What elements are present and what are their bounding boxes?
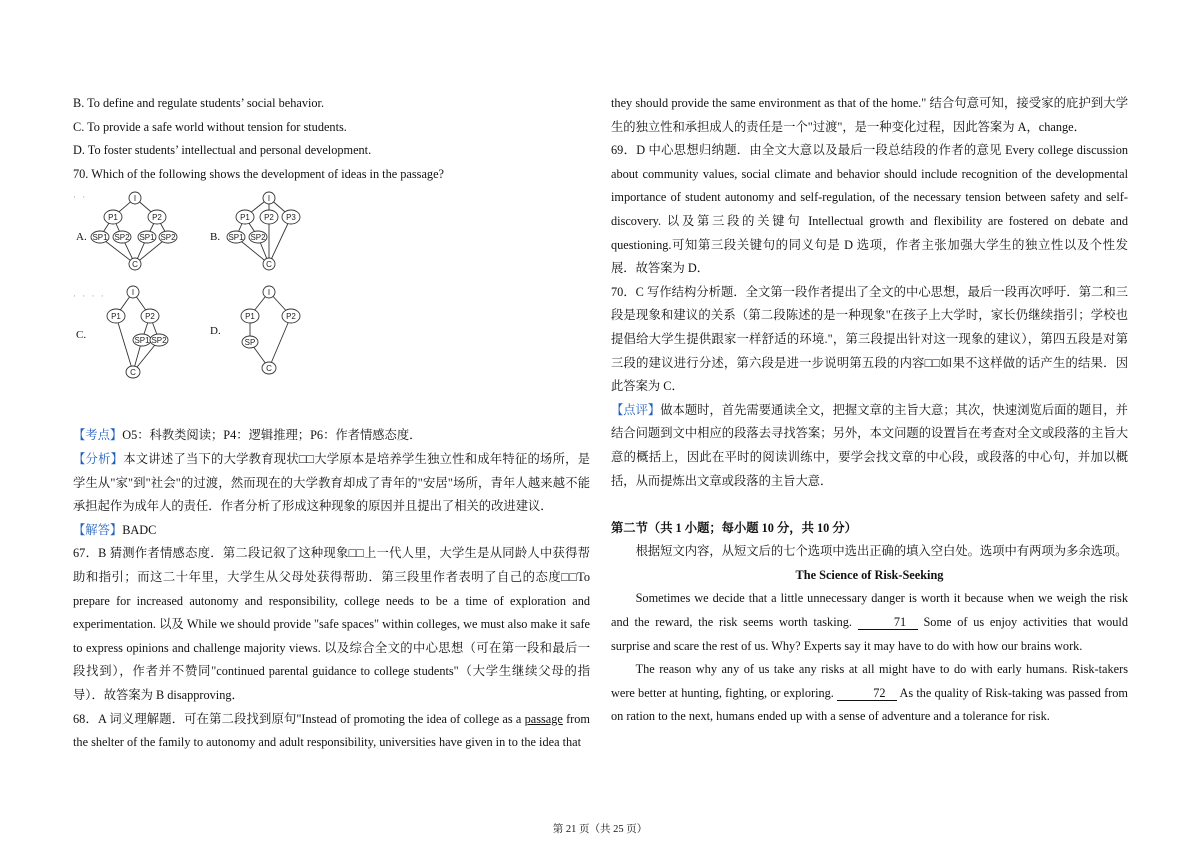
diagram-a bbox=[89, 190, 193, 276]
blank-72: 72 bbox=[837, 686, 897, 701]
fenxi: 【分析】本文讲述了当下的大学教育现状□□大学原本是培养学生独立性和成年特征的场所，是学生从"家"到"社会"的过渡，然而现在的大学教育却成了青年的"安居"场所，青年人越来越不能承担起作为成年人的责任．作者分析了形成这种现象的原因并且提出了相关的改进建议． bbox=[73, 451, 590, 514]
jieda-tag: 【解答】 bbox=[73, 522, 123, 537]
page-footer: 第 21 页（共 25 页） bbox=[552, 824, 648, 835]
diagram-d-label: D. bbox=[210, 325, 221, 338]
blank-71: 71 bbox=[858, 615, 918, 630]
svg-text:SP2: SP2 bbox=[151, 336, 167, 346]
diagram-b-label: B. bbox=[210, 231, 221, 244]
option-b: B. To define and regulate students’ social behavior. bbox=[73, 96, 325, 110]
diagram-c bbox=[101, 284, 181, 384]
question-70: 70. Which of the following shows the development of ideas in the passage? bbox=[73, 166, 444, 181]
answer-67: 67．B 猜测作者情感态度．第二段记叙了这种现象□□上一代人里，大学生是从同龄人中获得帮助和指引；而这二十年里，大学生从父母处获得帮助．第三段里作者表明了自己的态度□□To prepare for increased autonomy and responsibility, college needs to be a time of exploration and experimentation. 以及 While we should provide "safe spaces" within colleges, we must also make it safe to express opinions and challenge majority views. 以及综合全文的中心思想（可在第一段和最后一段找到），作者并不赞同"continued parental guidance to college students"（大学生继续父母的指导）．故答案为 B disapproving． bbox=[73, 546, 590, 702]
diagram-d bbox=[233, 284, 313, 380]
right-column bbox=[611, 92, 1128, 729]
option-d: D. To foster students’ intellectual and personal development. bbox=[73, 143, 372, 158]
passage-paragraph-1: Sometimes we decide that a little unnecessary danger is worth it because when we weigh the risk and the reward, the risk seems worth tasking. 71 Some of us enjoy activities that would surprise and scare the rest of us. Why? Experts say it may have to do with how our brains work. bbox=[611, 591, 1128, 653]
svg-text:P1: P1 bbox=[108, 213, 118, 223]
svg-text:SP2: SP2 bbox=[160, 233, 176, 243]
svg-text:I: I bbox=[267, 288, 271, 298]
svg-text:SP1: SP1 bbox=[92, 233, 108, 243]
diagram-a-label: A. bbox=[76, 231, 87, 244]
svg-text:SP1: SP1 bbox=[134, 336, 150, 346]
fenxi-tag: 【分析】 bbox=[73, 451, 124, 466]
svg-text:SP1: SP1 bbox=[228, 233, 244, 243]
svg-text:P2: P2 bbox=[145, 312, 155, 322]
svg-text:P1: P1 bbox=[245, 312, 255, 322]
svg-text:P1: P1 bbox=[111, 312, 121, 322]
svg-text:SP1: SP1 bbox=[139, 233, 155, 243]
diagram-options: · · A. I P1 P2 SP1 SP2 SP1 SP2 C B. I P1 P2 P3 SP1 SP2 C · · · · C. I P1 P2 SP1 SP2 C D. I P1 P2 SP C bbox=[73, 188, 590, 424]
svg-text:I: I bbox=[131, 288, 135, 298]
instructions: 根据短文内容，从短文后的七个选项中选出正确的填入空白处。选项中有两项为多余选项。 bbox=[635, 544, 1128, 559]
svg-text:SP2: SP2 bbox=[250, 233, 266, 243]
dianping: 【点评】做本题时，首先需要通读全文，把握文章的主旨大意；其次，快速浏览后面的题目，并结合问题到文中相应的段落去寻找答案；另外，本文问题的设置旨在考查对全文或段落的主旨大意的概括上，因此在平时的阅读训练中，要学会找文章的中心段，或段落的中心句，并加以概括，从而提炼出文章或段落的主旨大意． bbox=[611, 402, 1128, 488]
svg-text:C: C bbox=[266, 260, 272, 270]
passage-paragraph-2: The reason why any of us take any risks at all might have to do with early humans. Risk-takers were better at hunting, fighting, or exploring. 72 As the quality of Risk-taking was passed from on ration to the next, humans ended up with a sense of adventure and a tolerance for risk. bbox=[611, 662, 1128, 724]
section-title: 第二节（共 1 小题；每小题 10 分，共 10 分） bbox=[611, 520, 857, 535]
option-c: C. To provide a safe world without tension for students. bbox=[73, 119, 347, 134]
answer-68: 68．A 词义理解题．可在第二段找到原句"Instead of promoting the idea of college as a passage from the shelter of the family to autonomy and adult responsibility, universities have given in to the idea that bbox=[73, 711, 590, 750]
dianping-tag: 【点评】 bbox=[611, 402, 661, 417]
svg-text:P2: P2 bbox=[152, 213, 162, 223]
svg-text:C: C bbox=[132, 260, 138, 270]
svg-text:P1: P1 bbox=[240, 213, 250, 223]
svg-text:C: C bbox=[266, 364, 272, 374]
jieda: 【解答】BADC bbox=[73, 522, 157, 537]
diagram-c-label: C. bbox=[76, 329, 87, 342]
passage-title: The Science of Risk-Seeking bbox=[795, 567, 944, 582]
kaodian-tag: 【考点】 bbox=[73, 428, 123, 443]
answer-70: 70．C 写作结构分析题．全文第一段作者提出了全文的中心思想，最后一段再次呼吁．第二和三段是现象和建议的关系（第二段陈述的是一种现象"在孩子上大学时，家长仍继续指引；学校也提倡给大学生提供跟家一样舒适的环境."，第三段提出针对这一现象的建议），第四五段是对第三段的建议进行分述，第六段是进一步说明第五段的内容□□如果不这样做的话产生的结果．因此答案为 C． bbox=[611, 284, 1128, 394]
answer-68-cont: they should provide the same environment as that of the home." 结合句意可知，接受家的庇护到大学生的独立性和承担成人的责任是一个"过渡"，是一种变化过程，因此答案为 A，change． bbox=[611, 96, 1128, 134]
svg-text:SP: SP bbox=[244, 338, 256, 348]
svg-text:SP2: SP2 bbox=[114, 233, 130, 243]
kaodian: 【考点】O5：科教类阅读；P4：逻辑推理；P6：作者情感态度． bbox=[73, 428, 422, 443]
diagram-b bbox=[225, 190, 305, 276]
svg-text:P3: P3 bbox=[286, 213, 296, 223]
svg-text:I: I bbox=[133, 194, 137, 204]
answer-69: 69．D 中心思想归纳题．由全文大意以及最后一段总结段的作者的意见 Every college discussion about community values, social climate and behavior should include recognition of the developmental importance of student autonomy and self-regulation, of the necessary tension between safety and self-discovery. 以及第三段的关键句 Intellectual growth and flexibility are fostered on debate and questioning.可知第三段关键句的同义句是 D 选项，作者主张加强大学生的独立性以及个性发展．故答案为 D． bbox=[611, 143, 1128, 276]
svg-text:P2: P2 bbox=[264, 213, 274, 223]
svg-text:P2: P2 bbox=[286, 312, 296, 322]
left-column bbox=[73, 92, 590, 755]
svg-text:I: I bbox=[267, 194, 271, 204]
svg-text:C: C bbox=[130, 368, 136, 378]
